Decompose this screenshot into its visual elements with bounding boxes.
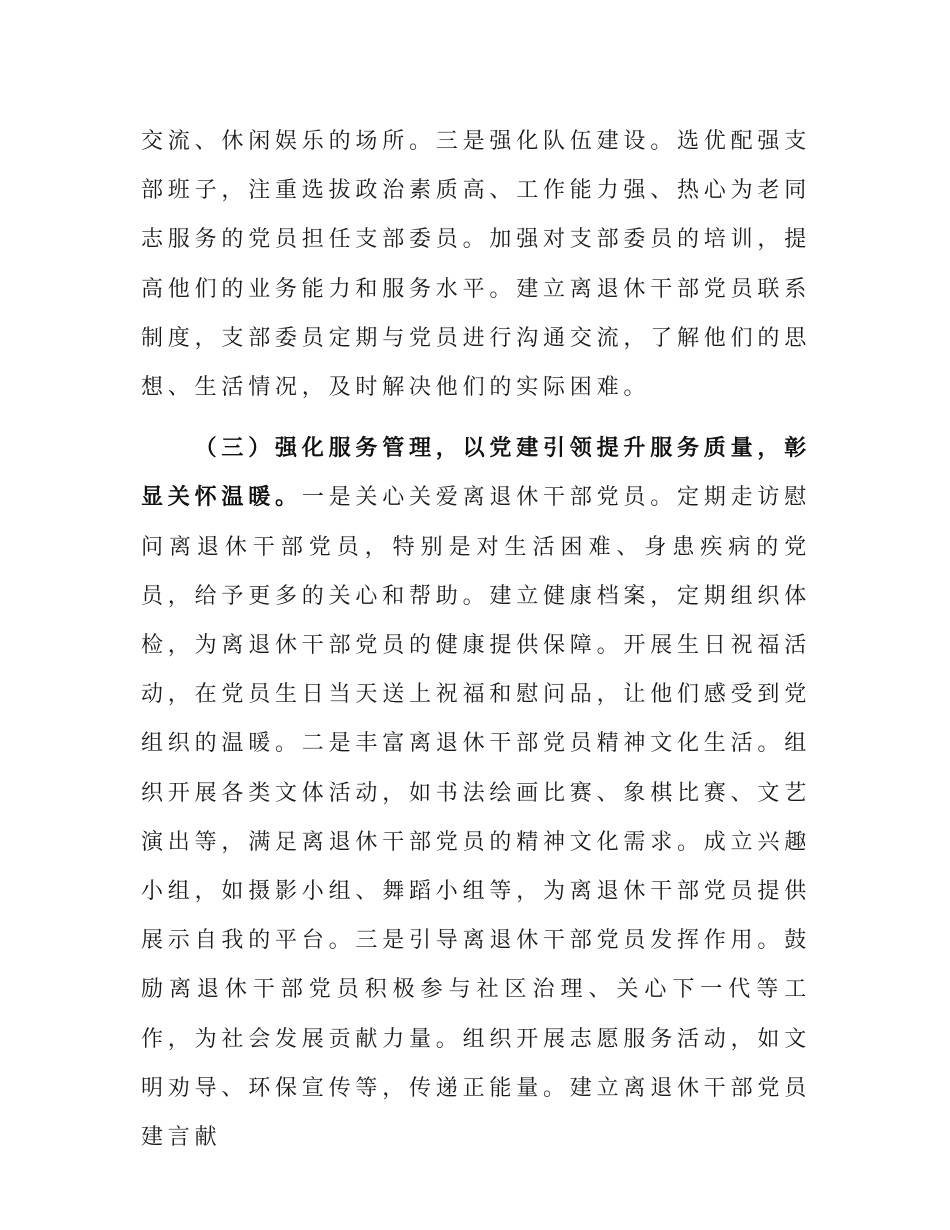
- paragraph-section-three: [141, 424, 811, 1162]
- paragraph-continued: 交流、休闲娱乐的场所。三是强化队伍建设。选优配强支部班子，注重选拔政治素质高、工作能力强、热心为老同志服务的党员担任支部委员。加强对支部委员的培训，提高他们的业务能力和服务水平。建立离退休干部党员联系制度，支部委员定期与党员进行沟通交流，了解他们的思想、生活情况，及时解决他们的实际困难。: [141, 129, 812, 401]
- section-body: 一是关心关爱离退休干部党员。定期走访慰问离退休干部党员，特别是对生活困难、身患疾病的党员，给予更多的关心和帮助。建立健康档案，定期组织体检，为离退休干部党员的健康提供保障。开展生日祝福活动，在党员生日当天送上祝福和慰问品，让他们感受到党组织的温暖。二是丰富离退休干部党员精神文化生活。组织开展各类文体活动，如书法绘画比赛、象棋比赛、文艺演出等，满足离退休干部党员的精神文化需求。成立兴趣小组，如摄影小组、舞蹈小组等，为离退休干部党员提供展示自我的平台。三是引导离退休干部党员发挥作用。鼓励离退休干部党员积极参与社区治理、关心下一代等工作，为社会发展贡献力量。组织开展志愿服务活动，如文明劝导、环保宣传等，传递正能量。建立离退休干部党员建言献: [141, 485, 812, 1151]
- document-body: [141, 117, 811, 1162]
- section-heading: （三）强化服务管理，以党建引领提升服务质量，彰显关怀温暖。: [141, 436, 811, 511]
